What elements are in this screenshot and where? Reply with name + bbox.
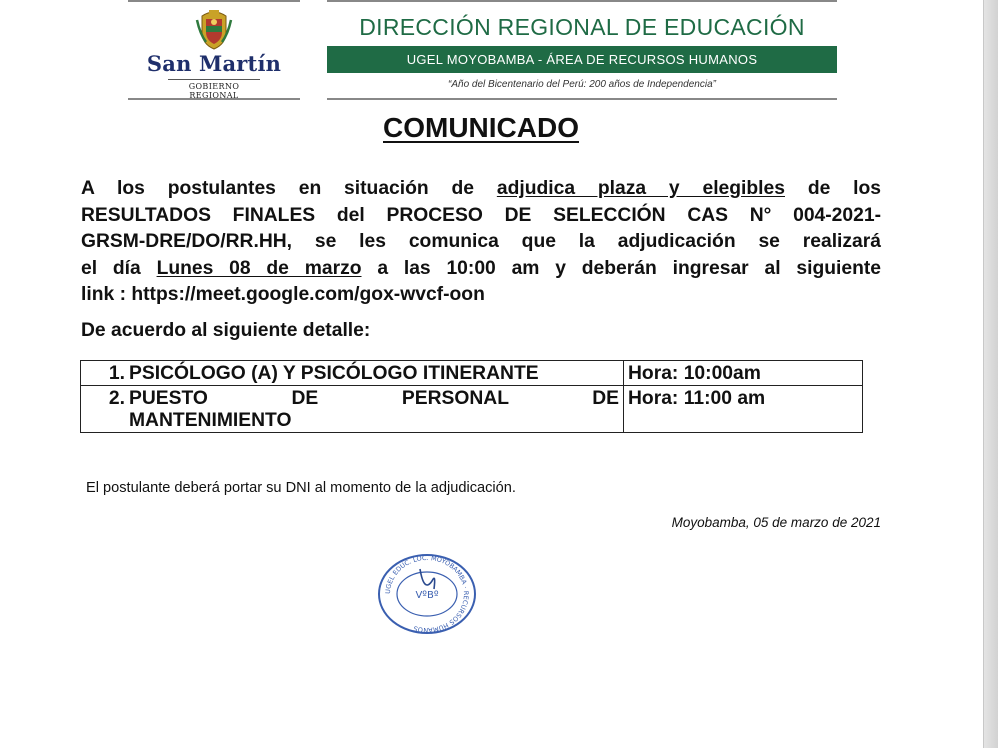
dni-note: El postulante deberá portar su DNI al momento de la adjudicación. — [86, 480, 516, 496]
table-row — [81, 386, 863, 433]
paragraph-line: GRSM-DRE/DO/RR.HH, se les comunica que la adjudicación se realizará — [81, 231, 881, 252]
document-title-text: COMUNICADO — [383, 112, 579, 143]
logo-subtitle: GOBIERNO REGIONAL — [168, 79, 260, 100]
document-title — [0, 112, 962, 144]
paragraph-line: RESULTADOS FINALES del PROCESO DE SELECCIÓN CAS N° 004-2021- — [81, 204, 881, 226]
para-text: el día — [81, 257, 141, 279]
row-time: Hora: 10:00am — [624, 361, 863, 386]
page-edge-shadow — [983, 0, 998, 748]
schedule-table — [80, 360, 863, 433]
para-text: de los — [807, 178, 882, 199]
row-position — [127, 361, 624, 386]
paragraph-line — [81, 176, 881, 203]
regional-government-logo — [128, 0, 300, 100]
para-underlined: adjudica plaza y elegibles — [496, 178, 785, 199]
row-number: 1. — [81, 361, 128, 386]
row-position — [127, 386, 624, 433]
document-date: Moyobamba, 05 de marzo de 2021 — [671, 515, 881, 530]
coat-of-arms-icon — [194, 8, 234, 50]
position-text-continued: MANTENIMIENTO — [129, 410, 292, 431]
para-text: a las 10:00 am y deberán ingresar al siguiente — [377, 257, 882, 279]
seal-ring-text: UGEL EDUC. LOC. MOYOBAMBA · RECURSOS HUMANOS — [383, 553, 471, 635]
position-text: PSICÓLOGO (A) Y PSICÓLOGO ITINERANTE — [129, 363, 539, 384]
letterhead — [327, 0, 837, 100]
detail-intro: De acuerdo al siguiente detalle: — [81, 320, 371, 341]
para-underlined-date: Lunes 08 de marzo — [156, 257, 362, 279]
para-text: A los postulantes en situación de — [81, 178, 475, 199]
approval-seal-icon — [376, 553, 478, 635]
paragraph-line — [81, 256, 881, 283]
seal-center-text: VºBº — [415, 590, 439, 601]
letterhead-band: UGEL MOYOBAMBA - ÁREA DE RECURSOS HUMANOS — [327, 46, 837, 73]
letterhead-title: DIRECCIÓN REGIONAL DE EDUCACIÓN — [359, 14, 805, 40]
table-row — [81, 361, 863, 386]
row-number: 2. — [81, 386, 128, 433]
main-paragraph — [81, 176, 881, 309]
logo-name: San Martín — [146, 51, 282, 76]
letterhead-motto: “Año del Bicentenario del Perú: 200 años de Independencia” — [448, 79, 716, 90]
position-text: PUESTO DE PERSONAL DE — [129, 388, 619, 409]
paragraph-link-line: link : https://meet.google.com/gox-wvcf-oon — [81, 284, 485, 305]
row-time: Hora: 11:00 am — [624, 386, 863, 433]
